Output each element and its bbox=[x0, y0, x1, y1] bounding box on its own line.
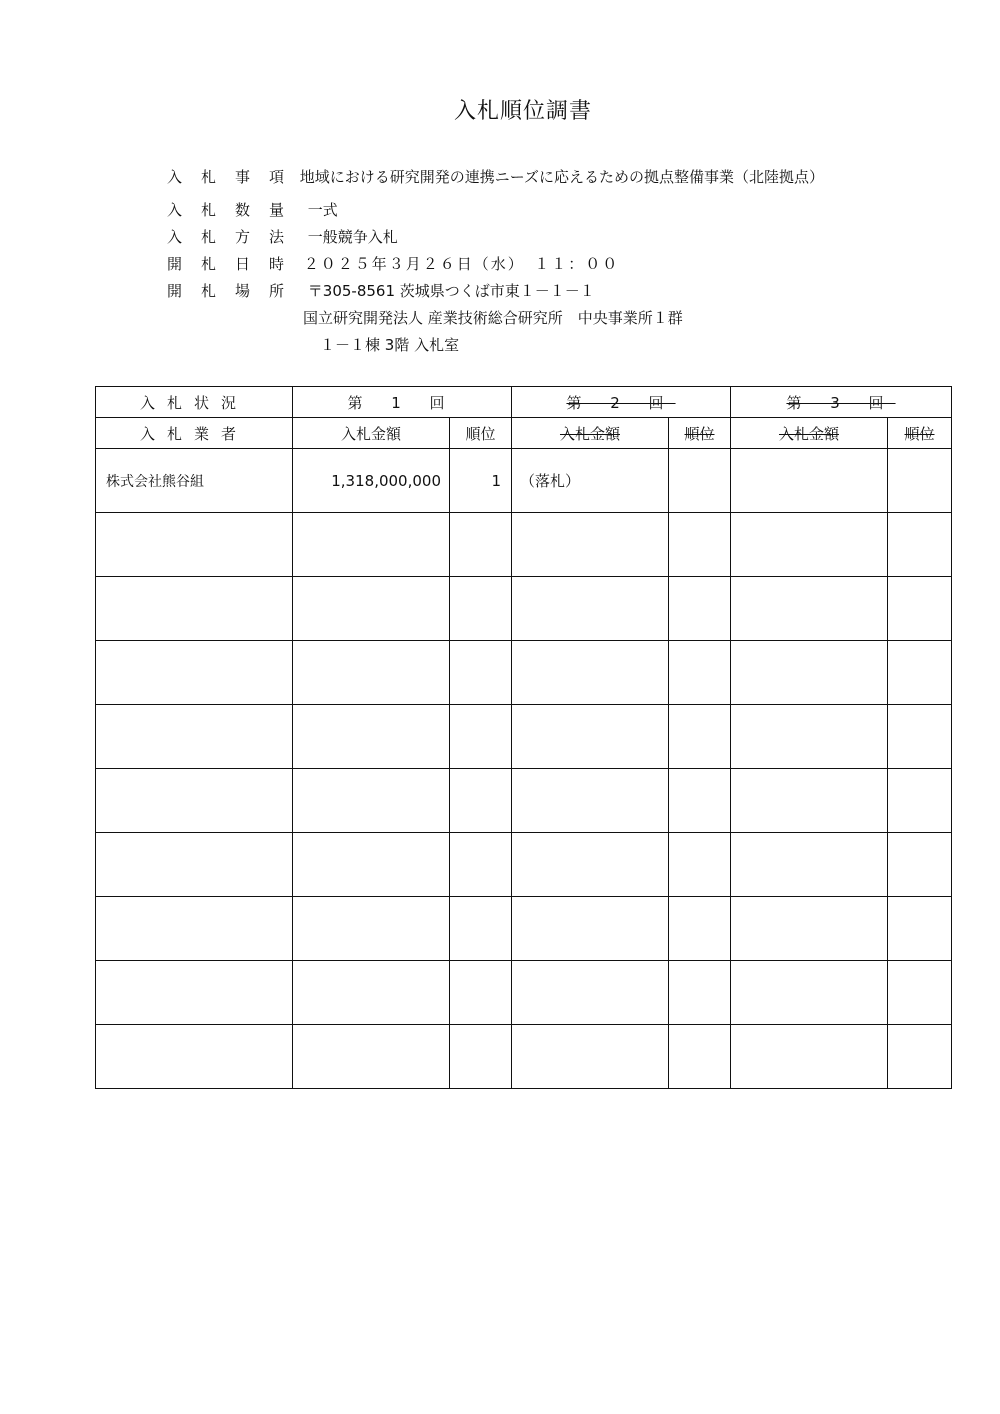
address-line-3: １－１棟 3階 入札室 bbox=[320, 336, 460, 354]
bid-rank-1: 1 bbox=[450, 449, 512, 513]
header-amount-2: 入札金額 bbox=[512, 418, 669, 449]
bid-ranking-table bbox=[95, 386, 952, 1089]
info-value: 一般競争入札 bbox=[307, 228, 398, 246]
bid-rank-3 bbox=[888, 449, 952, 513]
table-row bbox=[96, 833, 952, 897]
bid-amount-1: 1,318,000,000 bbox=[293, 449, 450, 513]
info-label: 開 札 場 所 bbox=[167, 282, 285, 300]
page-title: 入札順位調書 bbox=[453, 99, 592, 124]
table-row bbox=[96, 769, 952, 833]
header-rank-3: 順位 bbox=[888, 418, 952, 449]
info-value: 地域における研究開発の連携ニーズに応えるための拠点整備事業（北陸拠点） bbox=[299, 168, 825, 186]
table-row bbox=[96, 705, 952, 769]
header-bidder: 入札業者 bbox=[96, 418, 293, 449]
address-line-2: 国立研究開発法人 産業技術総合研究所 中央事業所１群 bbox=[303, 309, 683, 327]
info-row-bid-item bbox=[167, 166, 824, 188]
header-round-2: 第 2 回 bbox=[512, 387, 731, 418]
header-row-rounds bbox=[96, 387, 952, 418]
info-row-datetime bbox=[167, 253, 619, 275]
header-rank-2: 順位 bbox=[669, 418, 731, 449]
table-row bbox=[96, 513, 952, 577]
info-label: 入 札 方 法 bbox=[167, 228, 285, 246]
info-label: 入 札 事 項 bbox=[167, 168, 285, 186]
header-amount-3: 入札金額 bbox=[731, 418, 888, 449]
table-row bbox=[96, 577, 952, 641]
info-value: 一式 bbox=[307, 201, 338, 219]
bid-amount-3 bbox=[731, 449, 888, 513]
bid-rank-2 bbox=[669, 449, 731, 513]
header-bid-status: 入札状況 bbox=[96, 387, 293, 418]
table-row bbox=[96, 897, 952, 961]
info-value: 〒305-8561 茨城県つくば市東１－１－１ bbox=[307, 282, 595, 300]
table-row bbox=[96, 641, 952, 705]
award-note: （落札） bbox=[512, 449, 669, 513]
info-label: 入 札 数 量 bbox=[167, 201, 285, 219]
table-row bbox=[96, 1025, 952, 1089]
table-row bbox=[96, 961, 952, 1025]
header-rank-1: 順位 bbox=[450, 418, 512, 449]
header-round-1: 第 1 回 bbox=[293, 387, 512, 418]
bidder-name: 株式会社熊谷組 bbox=[96, 449, 293, 513]
header-round-3: 第 3 回 bbox=[731, 387, 952, 418]
header-amount-1: 入札金額 bbox=[293, 418, 450, 449]
info-value: ２０２５年３月２６日（水） １１：００ bbox=[303, 255, 620, 273]
info-row-method bbox=[167, 226, 398, 248]
table-row bbox=[96, 449, 952, 513]
info-row-quantity bbox=[167, 199, 338, 221]
header-row-columns bbox=[96, 418, 952, 449]
info-label: 開 札 日 時 bbox=[167, 255, 285, 273]
info-row-location bbox=[167, 280, 595, 302]
